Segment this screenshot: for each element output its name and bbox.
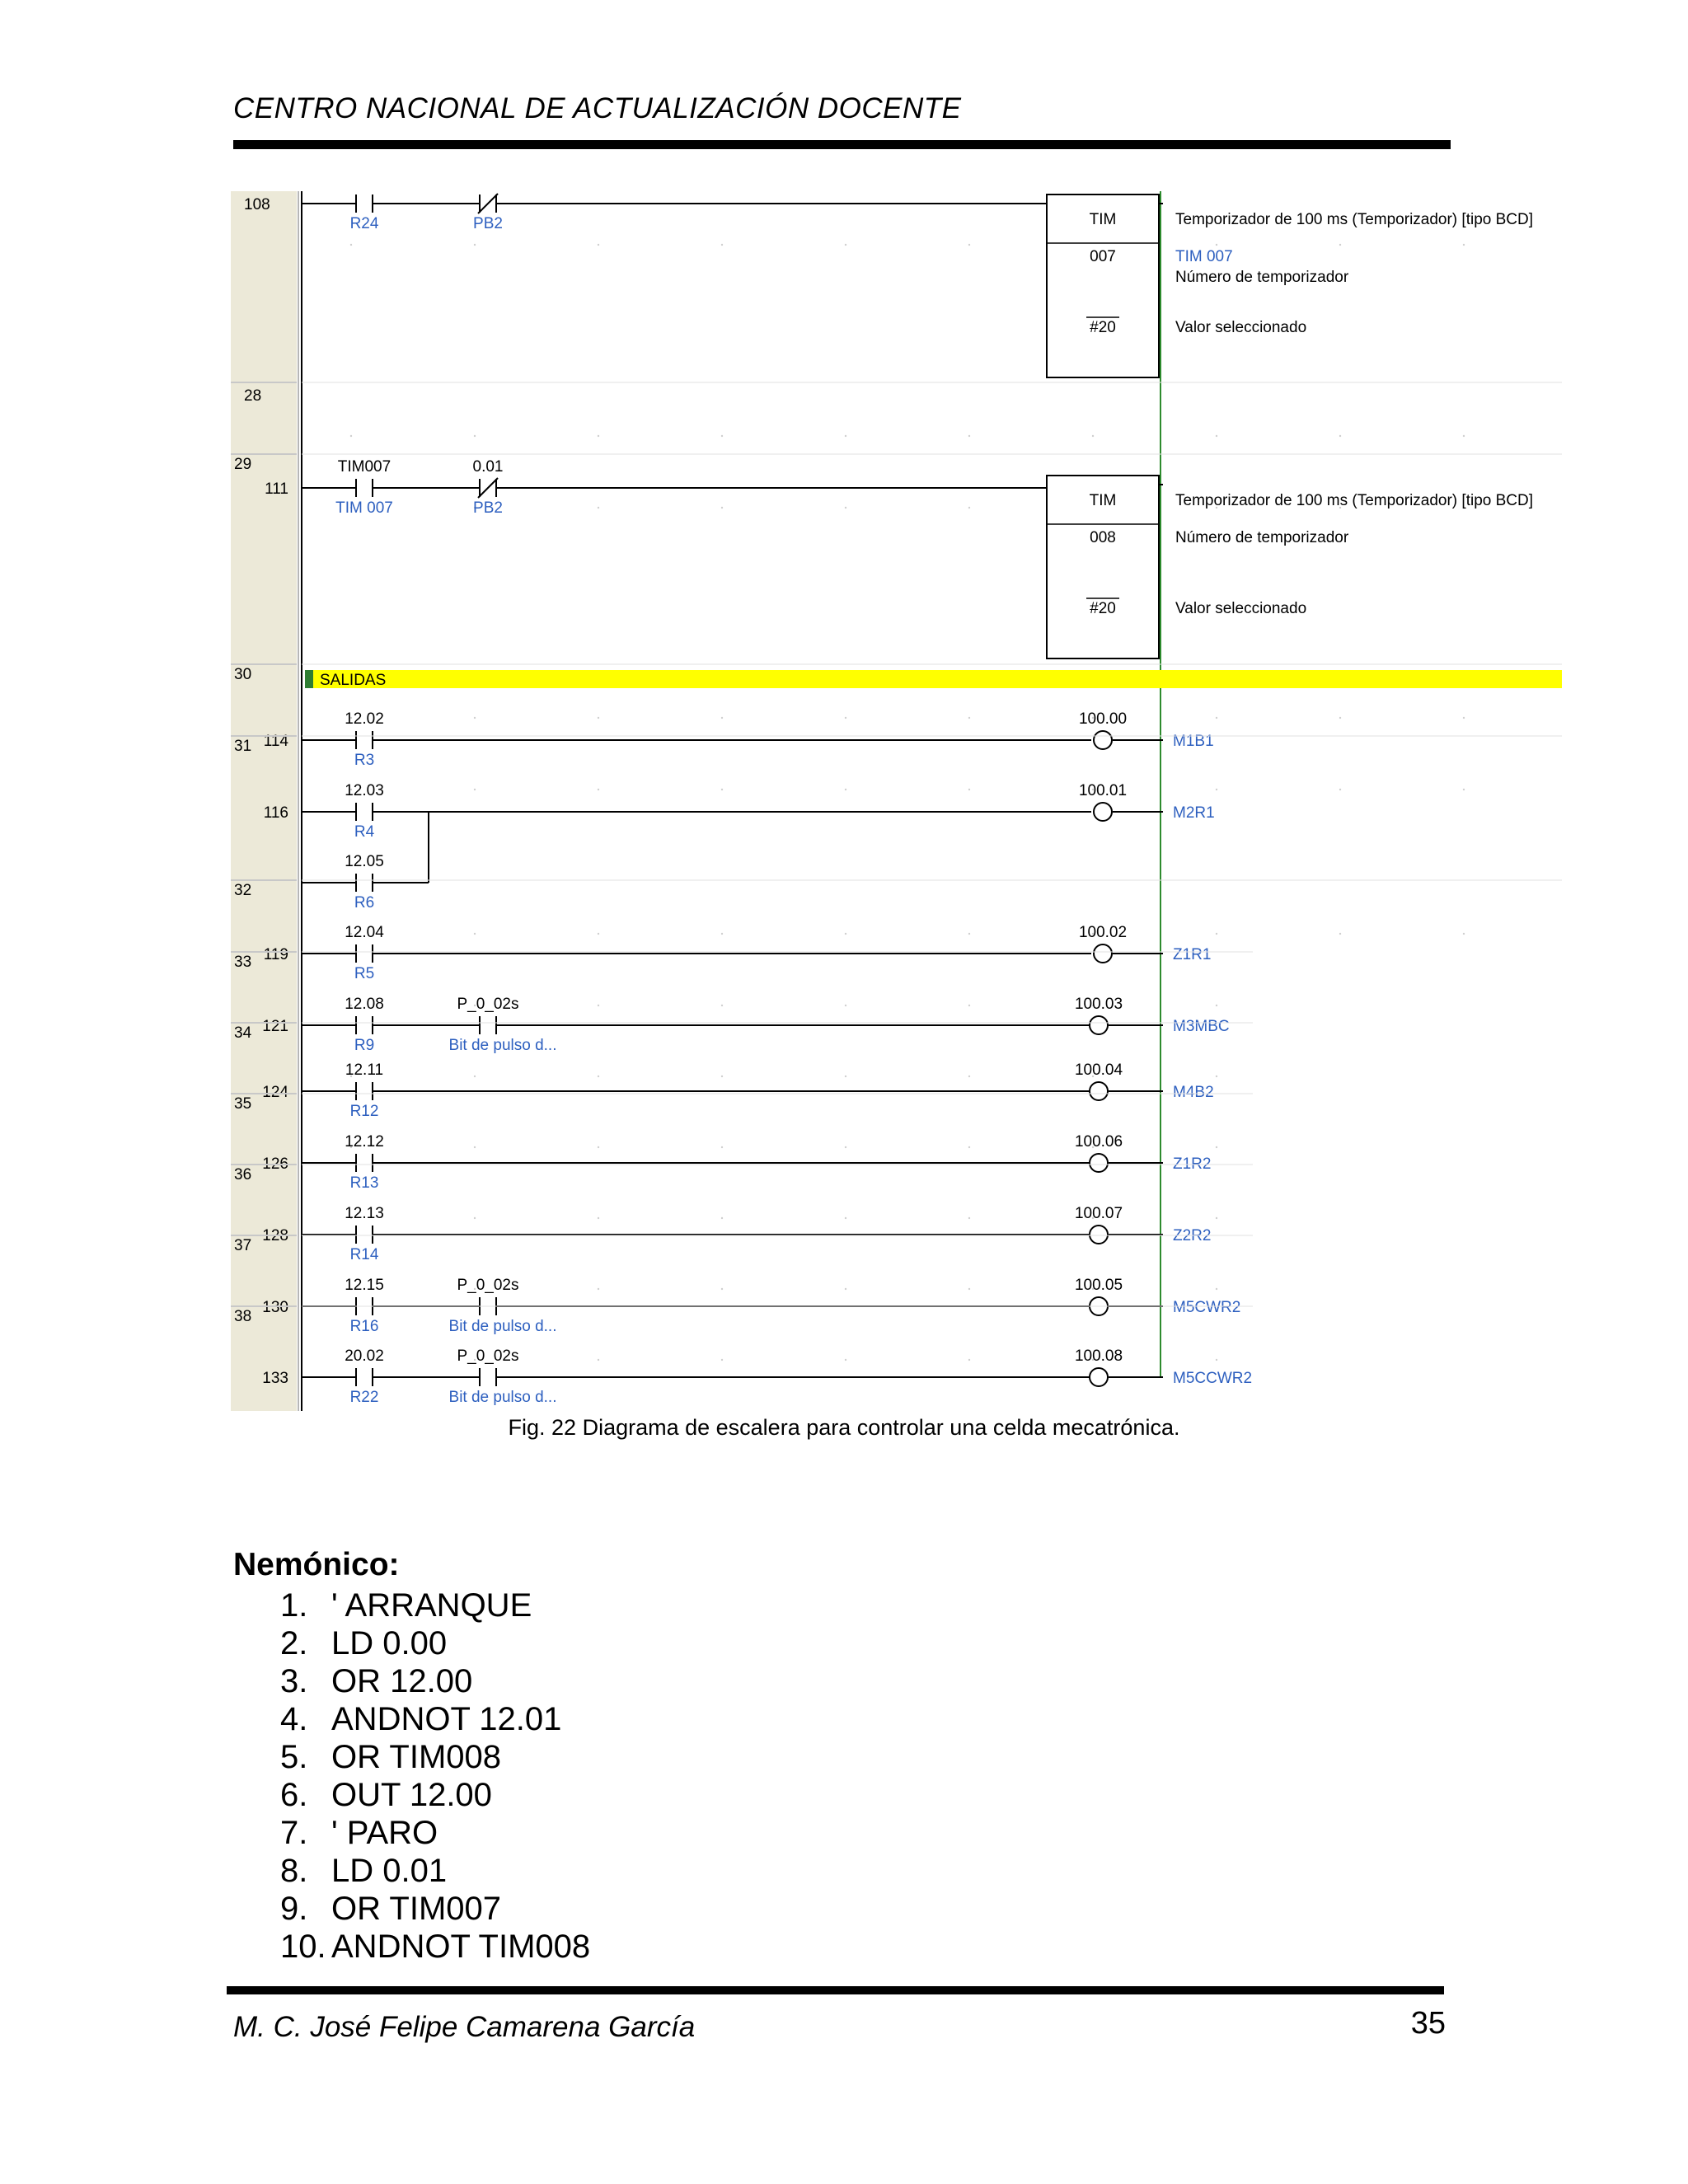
contact-comment: R5 bbox=[354, 965, 375, 982]
coil-comment: Z1R2 bbox=[1173, 1155, 1212, 1173]
mnemonic-item bbox=[280, 1890, 590, 1928]
rung-number: 38 bbox=[234, 1308, 252, 1325]
grid-dot bbox=[1339, 717, 1341, 719]
grid-dot bbox=[598, 244, 599, 246]
coil-comment: M2R1 bbox=[1173, 804, 1215, 822]
coil-comment: Z1R1 bbox=[1173, 946, 1212, 963]
mnemonic-item-text: OR TIM008 bbox=[331, 1739, 501, 1775]
mnemonic-item-text: ANDNOT 12.01 bbox=[331, 1701, 562, 1737]
page-header-title: CENTRO NACIONAL DE ACTUALIZACIÓN DOCENTE bbox=[233, 92, 962, 124]
grid-dot bbox=[721, 933, 723, 935]
timer-desc-number-label: Número de temporizador bbox=[1175, 269, 1349, 286]
mnemonic-item bbox=[280, 1852, 590, 1890]
grid-dot bbox=[1216, 1146, 1217, 1148]
timer-name: TIM bbox=[1089, 492, 1117, 509]
mnemonic-item-number: 7. bbox=[280, 1815, 308, 1851]
mnemonic-item bbox=[280, 1814, 590, 1852]
grid-dot bbox=[721, 789, 723, 790]
contact-gap bbox=[481, 1023, 495, 1028]
rung-number: 31 bbox=[234, 738, 252, 755]
grid-dot bbox=[1216, 717, 1217, 719]
coil-address: 100.07 bbox=[1074, 1205, 1123, 1222]
mnemonic-item-number: 3. bbox=[280, 1663, 308, 1699]
page-number: 35 bbox=[1410, 2006, 1446, 2041]
grid-dot bbox=[350, 244, 352, 246]
grid-dot bbox=[968, 933, 970, 935]
rung-number: 32 bbox=[234, 882, 252, 899]
grid-dot bbox=[598, 1288, 599, 1290]
grid-dot bbox=[845, 1005, 846, 1006]
contact-comment: Bit de pulso d... bbox=[448, 1389, 557, 1406]
grid-dot bbox=[968, 717, 970, 719]
contact-address: P_0_02s bbox=[457, 1347, 519, 1365]
grid-dot bbox=[474, 789, 476, 790]
output-coil bbox=[1090, 1082, 1108, 1100]
grid-dot bbox=[845, 1146, 846, 1148]
mnemonic-item-text: OUT 12.00 bbox=[331, 1777, 492, 1813]
step-number: 114 bbox=[263, 733, 288, 750]
grid-dot bbox=[1339, 435, 1341, 437]
ladder-svg bbox=[231, 191, 1562, 1419]
ladder-diagram bbox=[231, 191, 1562, 1419]
contact-address: P_0_02s bbox=[457, 1277, 519, 1294]
step-number: 124 bbox=[262, 1084, 288, 1101]
grid-dot bbox=[1216, 1076, 1217, 1077]
grid-dot bbox=[968, 244, 970, 246]
contact-address: 12.04 bbox=[345, 924, 384, 941]
grid-dot bbox=[474, 435, 476, 437]
timer-name: TIM bbox=[1089, 211, 1117, 228]
branch-contact-address: 12.05 bbox=[345, 853, 384, 870]
grid-dot bbox=[598, 507, 599, 509]
contact-gap bbox=[357, 1023, 372, 1028]
grid-dot bbox=[968, 1146, 970, 1148]
section-label: SALIDAS bbox=[320, 672, 387, 689]
grid-dot bbox=[1216, 244, 1217, 246]
coil-comment: Z2R2 bbox=[1173, 1227, 1212, 1244]
mnemonic-item-number: 4. bbox=[280, 1701, 308, 1737]
timer-desc-id: TIM 007 bbox=[1175, 248, 1233, 265]
mnemonic-item bbox=[280, 1738, 590, 1776]
grid-dot bbox=[598, 789, 599, 790]
grid-dot bbox=[474, 1217, 476, 1219]
timer-number: 008 bbox=[1090, 529, 1116, 546]
rung-number: 30 bbox=[234, 666, 252, 683]
coil-address: 100.01 bbox=[1078, 782, 1128, 799]
contact-gap bbox=[357, 1375, 372, 1380]
coil-comment: M4B2 bbox=[1173, 1084, 1214, 1101]
rung-number: 35 bbox=[234, 1095, 252, 1113]
rung-number: 108 bbox=[244, 196, 270, 213]
contact-address: 0.01 bbox=[472, 458, 504, 476]
grid-dot bbox=[721, 244, 723, 246]
grid-dot bbox=[1463, 717, 1465, 719]
output-coil bbox=[1090, 1226, 1108, 1244]
contact-comment: R4 bbox=[354, 823, 375, 841]
grid-dot bbox=[968, 435, 970, 437]
output-coil bbox=[1094, 803, 1112, 821]
timer-desc-number-label: Número de temporizador bbox=[1175, 529, 1349, 546]
grid-dot bbox=[968, 1217, 970, 1219]
contact-comment: R9 bbox=[354, 1037, 375, 1054]
grid-dot bbox=[845, 789, 846, 790]
grid-dot bbox=[1463, 933, 1465, 935]
grid-dot bbox=[598, 435, 599, 437]
step-number: 111 bbox=[265, 480, 288, 498]
contact-comment: R3 bbox=[354, 752, 375, 769]
grid-dot bbox=[598, 1005, 599, 1006]
grid-dot bbox=[598, 1217, 599, 1219]
grid-dot bbox=[1216, 435, 1217, 437]
grid-dot bbox=[350, 435, 352, 437]
contact-address: 12.02 bbox=[345, 710, 384, 728]
grid-dot bbox=[845, 717, 846, 719]
grid-dot bbox=[1339, 789, 1341, 790]
grid-dot bbox=[721, 1217, 723, 1219]
grid-dot bbox=[1216, 1288, 1217, 1290]
contact-comment: Bit de pulso d... bbox=[448, 1037, 557, 1054]
grid-dot bbox=[1092, 435, 1094, 437]
mnemonic-title: Nemónico: bbox=[233, 1547, 400, 1582]
grid-dot bbox=[598, 1146, 599, 1148]
coil-comment: M5CCWR2 bbox=[1173, 1370, 1253, 1387]
mnemonic-item-number: 2. bbox=[280, 1625, 308, 1661]
grid-dot bbox=[721, 1359, 723, 1361]
contact-comment: R13 bbox=[349, 1174, 379, 1192]
contact-address: 12.12 bbox=[345, 1133, 384, 1151]
grid-dot bbox=[1216, 1005, 1217, 1006]
grid-dot bbox=[598, 1076, 599, 1077]
mnemonic-item-text: LD 0.00 bbox=[331, 1625, 448, 1661]
mnemonic-item bbox=[280, 1928, 590, 1966]
contact-comment: PB2 bbox=[473, 215, 503, 232]
grid-dot bbox=[721, 1288, 723, 1290]
figure-caption: Fig. 22 Diagrama de escalera para controlar una celda mecatrónica. bbox=[508, 1415, 1180, 1440]
mnemonic-item bbox=[280, 1776, 590, 1814]
output-coil bbox=[1094, 944, 1112, 963]
grid-dot bbox=[721, 1146, 723, 1148]
mnemonic-item-text: LD 0.01 bbox=[331, 1853, 448, 1889]
coil-address: 100.05 bbox=[1074, 1277, 1123, 1294]
grid-dot bbox=[721, 435, 723, 437]
contact-comment: TIM 007 bbox=[335, 499, 393, 517]
timer-desc-value-label: Valor seleccionado bbox=[1175, 319, 1307, 336]
contact-comment: R16 bbox=[349, 1318, 379, 1335]
rung-number: 28 bbox=[244, 387, 262, 405]
contact-address: 12.15 bbox=[345, 1277, 384, 1294]
mnemonic-item bbox=[280, 1586, 590, 1624]
grid-dot bbox=[845, 435, 846, 437]
mnemonic-item-text: ' PARO bbox=[331, 1815, 438, 1851]
grid-dot bbox=[1216, 789, 1217, 790]
grid-dot bbox=[1463, 789, 1465, 790]
grid-dot bbox=[598, 717, 599, 719]
timer-number: 007 bbox=[1090, 248, 1116, 265]
mnemonic-item-text: ' ARRANQUE bbox=[331, 1587, 532, 1624]
grid-dot bbox=[968, 1076, 970, 1077]
output-coil bbox=[1094, 731, 1112, 749]
grid-dot bbox=[721, 1076, 723, 1077]
contact-address: 12.08 bbox=[345, 996, 384, 1013]
coil-address: 100.00 bbox=[1078, 710, 1128, 728]
coil-address: 100.04 bbox=[1074, 1062, 1123, 1079]
grid-dot bbox=[968, 1359, 970, 1361]
contact-address: 12.03 bbox=[345, 782, 384, 799]
mnemonic-item-text: OR TIM007 bbox=[331, 1891, 501, 1927]
branch-contact-comment: R6 bbox=[354, 894, 375, 912]
mnemonic-item-number: 9. bbox=[280, 1891, 308, 1927]
grid-dot bbox=[1216, 1217, 1217, 1219]
coil-address: 100.03 bbox=[1074, 996, 1123, 1013]
step-number: 119 bbox=[263, 946, 288, 963]
grid-dot bbox=[968, 1005, 970, 1006]
grid-dot bbox=[721, 717, 723, 719]
grid-dot bbox=[721, 507, 723, 509]
grid-dot bbox=[845, 244, 846, 246]
grid-dot bbox=[845, 1217, 846, 1219]
coil-comment: M1B1 bbox=[1173, 733, 1214, 750]
contact-comment: R14 bbox=[349, 1246, 379, 1263]
grid-dot bbox=[968, 789, 970, 790]
grid-dot bbox=[1216, 1359, 1217, 1361]
grid-dot bbox=[1216, 933, 1217, 935]
grid-dot bbox=[1339, 244, 1341, 246]
footer-rule bbox=[227, 1986, 1444, 1994]
rung-number: 33 bbox=[234, 954, 252, 971]
coil-comment: M3MBC bbox=[1173, 1018, 1230, 1035]
contact-comment: R12 bbox=[349, 1103, 379, 1120]
grid-dot bbox=[968, 507, 970, 509]
contact-gap bbox=[481, 1375, 495, 1380]
output-coil bbox=[1090, 1368, 1108, 1386]
contact-comment: Bit de pulso d... bbox=[448, 1318, 557, 1335]
rung-number: 29 bbox=[234, 456, 252, 473]
mnemonic-item bbox=[280, 1624, 590, 1662]
timer-desc-value-label: Valor seleccionado bbox=[1175, 600, 1307, 617]
output-coil bbox=[1090, 1016, 1108, 1034]
grid-dot bbox=[1339, 933, 1341, 935]
mnemonic-item-number: 6. bbox=[280, 1777, 308, 1813]
contact-gap bbox=[357, 809, 372, 814]
grid-dot bbox=[845, 1288, 846, 1290]
grid-dot bbox=[721, 1005, 723, 1006]
contact-address: 12.13 bbox=[345, 1205, 384, 1222]
grid-dot bbox=[1463, 435, 1465, 437]
grid-dot bbox=[845, 1359, 846, 1361]
contact-gap bbox=[357, 1232, 372, 1237]
section-bar bbox=[305, 670, 1562, 688]
coil-address: 100.08 bbox=[1074, 1347, 1123, 1365]
grid-dot bbox=[474, 244, 476, 246]
grid-dot bbox=[845, 933, 846, 935]
contact-gap bbox=[357, 201, 372, 206]
header-rule bbox=[233, 140, 1451, 149]
grid-dot bbox=[474, 1146, 476, 1148]
grid-dot bbox=[474, 1076, 476, 1077]
mnemonic-item-number: 8. bbox=[280, 1853, 308, 1889]
contact-comment: PB2 bbox=[473, 499, 503, 517]
contact-comment: R22 bbox=[349, 1389, 379, 1406]
grid-dot bbox=[845, 1076, 846, 1077]
grid-dot bbox=[598, 933, 599, 935]
contact-gap bbox=[357, 485, 372, 490]
contact-address: 12.11 bbox=[345, 1062, 384, 1079]
grid-dot bbox=[968, 1288, 970, 1290]
grid-dot bbox=[474, 933, 476, 935]
timer-value: #20 bbox=[1090, 319, 1116, 336]
contact-address: 20.02 bbox=[345, 1347, 384, 1365]
coil-address: 100.06 bbox=[1074, 1133, 1123, 1151]
footer-author: M. C. José Felipe Camarena García bbox=[233, 2011, 696, 2043]
coil-comment: M5CWR2 bbox=[1173, 1299, 1241, 1316]
contact-address: TIM007 bbox=[337, 458, 392, 476]
step-number: 121 bbox=[262, 1018, 288, 1035]
mnemonic-item-text: ANDNOT TIM008 bbox=[331, 1929, 591, 1965]
rung-number: 37 bbox=[234, 1237, 252, 1254]
contact-gap bbox=[357, 1089, 372, 1094]
mnemonic-item-number: 1. bbox=[280, 1587, 308, 1624]
mnemonic-item-number: 5. bbox=[280, 1739, 308, 1775]
timer-value: #20 bbox=[1090, 600, 1116, 617]
contact-address: P_0_02s bbox=[457, 996, 519, 1013]
grid-dot bbox=[845, 507, 846, 509]
mnemonic-item-number: 10. bbox=[280, 1929, 326, 1965]
mnemonic-item bbox=[280, 1700, 590, 1738]
step-number: 133 bbox=[262, 1370, 288, 1387]
rung-number: 34 bbox=[234, 1024, 252, 1042]
rung-number: 36 bbox=[234, 1166, 252, 1183]
contact-comment: R24 bbox=[349, 215, 379, 232]
section-marker bbox=[305, 670, 313, 688]
grid-dot bbox=[598, 1359, 599, 1361]
timer-desc-title: Temporizador de 100 ms (Temporizador) [tipo BCD] bbox=[1175, 492, 1534, 509]
mnemonic-item bbox=[280, 1662, 590, 1700]
timer-desc-title: Temporizador de 100 ms (Temporizador) [tipo BCD] bbox=[1175, 211, 1534, 228]
contact-gap bbox=[357, 738, 372, 743]
step-number: 128 bbox=[262, 1227, 288, 1244]
output-coil bbox=[1090, 1154, 1108, 1172]
step-number: 126 bbox=[262, 1155, 288, 1173]
contact-gap bbox=[357, 880, 372, 885]
mnemonic-list bbox=[280, 1586, 590, 1966]
grid-dot bbox=[474, 717, 476, 719]
coil-address: 100.02 bbox=[1078, 924, 1128, 941]
step-number: 116 bbox=[263, 804, 288, 822]
grid-dot bbox=[1463, 244, 1465, 246]
step-number: 130 bbox=[262, 1299, 288, 1316]
mnemonic-item-text: OR 12.00 bbox=[331, 1663, 473, 1699]
